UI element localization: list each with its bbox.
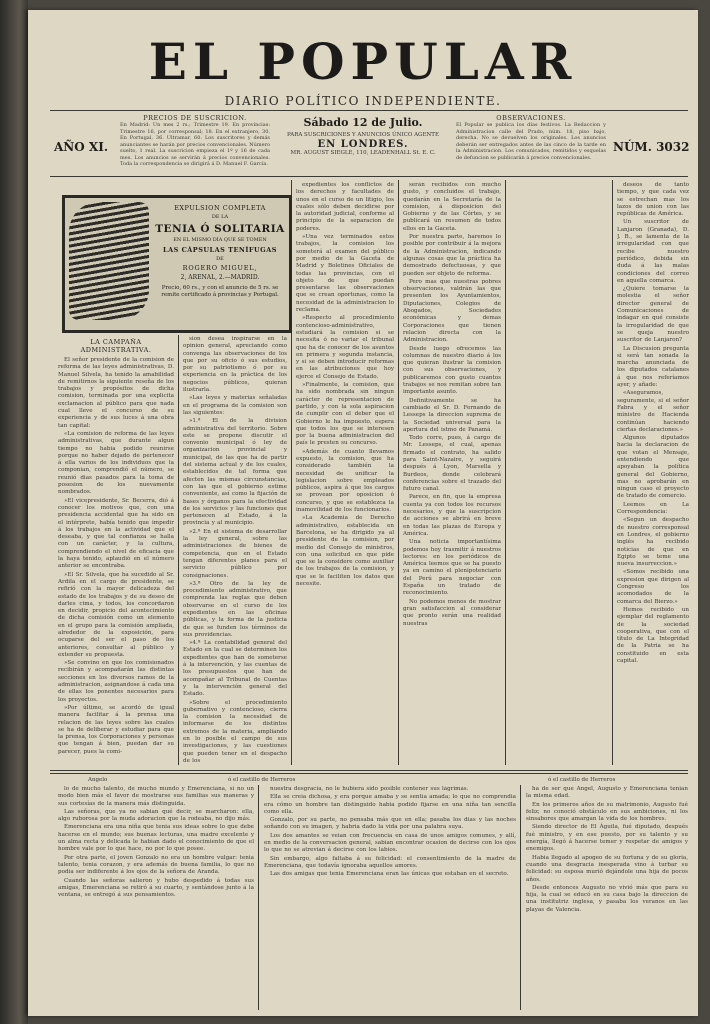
ad-line: DE LA: [211, 214, 229, 220]
paragraph: »4.ª La contabilidad general del Estado en la cual se determinen los expedientes que han de someterse á la intervención, y las cuentas de los presupuestos que han de acompañar al Tribunal de Cuentas y la intervención general del Estado.: [183, 640, 287, 698]
article-text: [183, 336, 287, 765]
article-column-2: [183, 336, 287, 766]
paragraph: Por otra parte, el joven Gonzalo no era un hombre vulgar: tenia talento, tenia corazon, y era además de buena familia, lo que no podia ser indiferente á los ojos de la señora de Aranda.: [58, 854, 254, 876]
ad-headline: TENIA Ó SOLITARIA: [155, 223, 285, 235]
column-rule: [505, 180, 506, 765]
paragraph: Desde luego ofrecemos las columnas de nuestro diario á los que quieran ilustrar la comision con sus observaciones, y publicaremos con gusto cuantos trabajos se nos remitan sobre tan importante asunto.: [403, 345, 501, 396]
paragraph: »El Sr. Silvela, que ha sucedido al Sr. Ardila en el cargo de presidente, se refirió con la mayor delicadeza del estado de los trabajos y de su deseo de darles cima, y todos, los concordaron en decidir, propicio del acontecimiento de dicha comisión como un elemento en el grupo para la comisión ampliada, alrededor de la exposición, para ocuparse del ser el paso de los anteriores, consultar al público y extender su propuesta.: [58, 571, 174, 658]
paragraph: »3.ª Otro de la ley de procedimiento administrativo, que comprenda las reglas que deben observarse en el curso de los expedientes en las oficinas públicas, y la forma de la justicia de que se funden los términos de sus providencias.: [183, 580, 287, 638]
article-column-4: [403, 182, 501, 766]
paragraph: Parece, en fin, que la empresa cuenta ya con todos los recursos necesarios, y que la suscripcion de acciones se abrirá en breve en todas las plazas de Europa y América.: [403, 494, 501, 537]
feuilleton-left: [58, 786, 254, 1012]
paragraph: Pero mas que nuestras pobres observaciones, valdrán las que presenten los Ayuntamientos, Diputaciones, Colegios de Abogados, Sociedades económicas y demas Corporaciones que tienen relacion directa con la Administracion.: [403, 278, 501, 344]
paragraph: Habia llegado al apogeo de su fortuna y de su gloria, cuando una desgracia inesperada vino á turbar su felicidad: su esposa murió dejándole una hija de pocos años.: [526, 854, 688, 883]
issue-date: Sábado 12 de Julio.: [303, 116, 423, 129]
ad-address: 2, ARENAL, 2.—MADRID.: [180, 274, 260, 281]
ad-line: EN EL MISMO DÍA QUE SE TOMEN: [173, 237, 267, 243]
ad-illustration: [69, 202, 149, 320]
paragraph: Leemos en La Correspondencia:: [617, 501, 689, 516]
paragraph: Algunos diputados hacia la declaracion de que votan el Mensaje, entendiendo que apoyaban la política general del Gobierno, mas no aprobarán en ningun caso el proyecto de tratado de comercio.: [617, 435, 689, 500]
paragraph: »La Academia de Derecho administrativo, establecida en Barcelona, se ha dirigido ya al presidente de la comision, por medio del Consejo de ministros, con una solicitud en que pide que se la considere como auxiliar de los trabajos de la comision, y que se le faciliten los datos que necesite.: [296, 515, 394, 588]
paragraph: Emerenciana era una niña que tenia sus ideas sobre lo que debe hacerse en el mundo; sus buenas lecturas, una madre excelente y un alma recta y delicada le habian dado el conocimiento de que el hombre vale por lo que hace, no por lo que posee.: [58, 824, 254, 853]
subscription-text: En Madrid: Un mes 2 rs.; Trimestre 19. En provincias: Trimestre 16, por corresponsal; 18. En el extranjero, 30. En Portugal, 36. Ultramar, 60. Los suscritores y demás anunciantes se harán por precios convencionales. Número suelto, 1 real. La suscricion empieza el 1º y 16 de cada mes. Los anuncios se servirán á precios convencionales. Toda la correspondencia se dirigirá á D. Manuel F. García.: [120, 122, 270, 167]
feuilleton-text: [526, 786, 688, 914]
article-heading: LA CAMPAÑA ADMINISTRATIVA.: [80, 338, 152, 354]
paragraph: serán recibidos con mucho gusto, y concluidos el trabajo, quedarán en la Secretaría de la comision, á disposicion del Gobierno y de las Córtes, y se publicará un resumen de todos ellos en la Gaceta.: [403, 182, 501, 232]
paragraph: ha de ser que Angel, Augusto y Emerenciana tenian la misma edad.: [526, 786, 688, 800]
paragraph: Una noticia importantísima podemos hoy trasmitir á nuestros lectores: en los periódicos de América leemos que se ha puesto ya en camino el plenipotenciario del Perú para negociar con España un tratado de reconocimiento.: [403, 539, 501, 597]
newspaper-page: [28, 10, 698, 1016]
paragraph: »Respecto al procedimiento contencioso-administrativo, estudiará la comision si se necesita ó no variar el tribunal que ha de conocer de los asuntos en primera y segunda instancia, y si se deben introducir reformas en las atribuciones que hoy ejerce el Consejo de Estado.: [296, 315, 394, 380]
feuilleton-middle: [264, 786, 516, 1012]
ad-text: [155, 204, 285, 299]
header-top-rule: [50, 110, 688, 111]
paragraph: «Segun un despacho de nuestro corresponsal en Londres, el gobierno inglés ha recibido noticias de que en Egipto se teme una nueva insurreccion.»: [617, 517, 689, 568]
ad-line: LAS CÁPSULAS TENÍFUGAS: [163, 246, 277, 254]
london-line1: PARA SUSCRICIONES Y ANUNCIOS ÚNICO AGENTE: [287, 132, 439, 138]
binding-spine: [0, 0, 28, 1024]
masthead-subtitle: DIARIO POLÍTICO INDEPENDIENTE.: [224, 94, 502, 108]
paragraph: »Sobre el procedimiento gubernativo y contencioso, cierra la comision la necesidad de informarse de los distintos extremos de la materia, ampliando en lo posible el campo de sus investigaciones, y las cuestiones que pueden tener en el despacho de los: [183, 699, 287, 764]
paragraph: «La comision de reforma de las leyes administrativas, que durante algun tiempo no habia podido reunirse porque no haber dejado de pertenecer á ella varios de los individuos que la componian, comprendió el número, se reunió dias pasados para la toma de posesion de los nuevamente nombrados.: [58, 430, 174, 496]
feuilleton-right: [526, 786, 688, 990]
london-line3: MR. AUGUST SIEGLE, 110, LEADENHALL St. E. C.: [290, 150, 436, 156]
paragraph: Desde entonces Augusto no vivió más que para su hija, la cual se educó en su casa bajo la direccion de una institutriz inglesa, y pasaba los veranos en las playas de Valencia.: [526, 884, 688, 913]
article-column-5: [617, 182, 689, 766]
paragraph: sion desea inspirarse en la opinion general, apreciando como convenga las observaciones de los que por su oficio ó sus estudios, por su patriotismo ó por su experiencia en la práctica de los negocios públicos, quieran ilustrarla.: [183, 336, 287, 394]
ad-price: Precio, 60 rs., y con el anuncio de 5 rs. se remite certificado á provincias y Portugal.: [161, 285, 279, 298]
paragraph: Todo corre, pues, á cargo de Mr. Lesseps, el cual, apenas firmado el contrato, ha salido para Saint-Nazaire, y seguirá después á Lyon, Marsella y Burdeos, donde celebrará conferencias sobre el trazado del futuro canal.: [403, 435, 501, 493]
paragraph: Hemos recibido un ejemplar del reglamento de la sociedad cooperativa, que con el título de La Integridad de la Patria se ha constituido en esta capital.: [617, 606, 689, 664]
paragraph: ¿Quiere tomarse la molestia el señor director general de Comunicaciones de indagar en qué consiste la irregularidad de que se queja nuestro suscritor de Lanjaron?: [617, 286, 689, 344]
paragraph: Siendo director de El Águila, fué diputado, después fué ministro, y en ese puesto, por su talento y su energía, llegó á hacerse temer y respetar de amigos y enemigos.: [526, 824, 688, 853]
paragraph: »Una vez terminados estos trabajos, la comision los someterá al examen del público por medio de la Gaceta de Madrid y Boletines Oficiales de todas las provincias, con el objeto de que puedan presentarse las observaciones que se crean oportunas, como la necesidad de la administracion lo reclama.: [296, 234, 394, 314]
paragraph: En los primeros años de su matrimonio, Augusto fué feliz; no conoció obstáculo en sus ambiciones, ni los sinsabores que amargan la vida de los hombres.: [526, 801, 688, 823]
paragraph: Las dos amigas que tenia Emerenciana eran las únicas que estaban en el secreto.: [270, 871, 509, 878]
ad-line: EXPULSION COMPLETA: [174, 204, 266, 212]
column-rule: [520, 785, 521, 1010]
column-rule: [398, 180, 399, 765]
year-label: AÑO XI.: [54, 140, 109, 154]
observations-title: OBSERVACIONES.: [496, 114, 566, 122]
paragraph: Ella se creia dichosa, y era porque amaba y se sentia amada; lo que no comprendia era cómo un hombre tan distinguido habia podido fijarse en una niña tan sencilla como ella.: [264, 794, 516, 815]
feuilleton-rule: [50, 770, 688, 771]
paragraph: Las señoras, que ya no sabian qué decir, se marcharon: ella, algo ruborosa por la muda adoracion que la rodeaba, no dijo más.: [58, 808, 254, 823]
paragraph: Definitivamente se ha cambiado el Sr. D. Fernando de Lesseps la direccion suprema de la Sociedad universal para la apertura del istmo de Panamá.: [403, 397, 501, 433]
feuilleton-text: [264, 786, 516, 879]
paragraph: »Además de cuanto llevamos expuesto, la comision, que ha considerado también la necesidad de unificar la legislacion sobre empleados públicos, aspira á que los cargos se provean por oposicion ó concurso, y que se establezca la inamovilidad de los funcionarios.: [296, 448, 394, 514]
folio-mid: ó el castillo de Herreros: [228, 777, 296, 783]
column-rule: [258, 785, 259, 1010]
tenia-advertisement: [62, 195, 292, 333]
observations-text: El Popular se publica los días festivos. La Redaccion y Administracion calle del Prado, núm. 18, piso bajo, derecha. No se devuelven los originales. Los anuncios deberán ser entregados antes de las cinco de la tarde en la Administracion. Los comunicados, remitidos y esquelas de defuncion se publicarán á precios convencionales.: [456, 122, 606, 161]
paragraph: »2.ª En el sistema de desarrollar la ley general, sobre las administraciones de bienes de competencia, que en el Estado tengan diferentes planes para el servicio público por consignaciones.: [183, 528, 287, 579]
header-bottom-rule: [50, 176, 688, 177]
paragraph: »Por último, se acordó de igual manera facilitar á la prensa una relacion de las leyes sobre las cuales se ha de deliberar y estudiar para que la prensa, los Corporaciones y personas que tengan á bien, puedan dar su parecer, pues la comi-: [58, 704, 174, 755]
article-text: [296, 182, 394, 588]
observations-box: [456, 114, 606, 161]
paragraph: Sin embargo, algo faltaba á su felicidad: el consentimiento de la madre de Emerenciana, que todavía ignoraba aquellos amores.: [264, 855, 516, 869]
paragraph: «Aseguramos, seguramente, si el señor Fabra y el señor ministro de Hacienda continúan haciendo ciertas declaraciones.»: [617, 390, 689, 433]
paragraph: »1.ª El de la division administrativa del territorio. Sobre este se propone discutir el convenio municipal ó ley de organizacion provincial y municipal, de las que ha de partir del sistema actual y de los cuales, establecidos de tal forma que afecten las mismas circunstancias, con las que el gobierno estime conveniente, así como la fijación de bases y órganos para la efectividad de los servicios y las funciones que pertenecen al Estado, á la provincia y al municipio.: [183, 418, 287, 527]
paragraph: La Discusion pregunta si será tan sonada la marcha anunciada de los diputados catalanes á que nos referíamos ayer, y añade:: [617, 345, 689, 389]
paragraph: »El vicepresidente, Sr. Becerra, dió á conocer los motivos que, con una presidencia accidental que ha sido en el intérprete, había tenido que impedir á los trabajos en la actividad que el deseaba, y que tal confianza se halla con un carácter, y la cultura, comprendiendo el nivel de eficacia que la haya tenido, aplaudió en el número anterior se encontraba.: [58, 497, 174, 570]
folio-left: Angelo: [88, 777, 108, 783]
article-text: [403, 182, 501, 628]
article-column-1: [58, 336, 174, 766]
subscription-box: [120, 114, 270, 168]
feuilleton-text: [58, 786, 254, 899]
paragraph: expedientes los conflictos de los derechos y facultades de unos en el curso de un litigio, los cuales sólo deben decidirse por la autoridad judicial, conforme al principio de la separacion de poderes.: [296, 182, 394, 232]
paragraph: nuestra desgracia, no le hubiera sido posible contener sus lágrimas.: [270, 786, 469, 792]
article-text: [58, 357, 174, 756]
paragraph: »Se convino en que los comisionados recibirán y acompañarán las distintas secciones en los diversos ramos de la administracion, asignandose á cada una de ellas los ponentes necesarios para los proyectos.: [58, 660, 174, 703]
paragraph: lo de mucho talento, de mucho mundo y Emerenciana, si no un modo bien más el favor de mostrarse sus familias sus maneras y sus cortesías de la manera más distinguida.: [58, 786, 254, 807]
london-agent: [278, 132, 448, 156]
paragraph: Un suscritor de Lanjaron (Granada), D. J. B., se lamenta de la irregularidad con que recibe nuestro periódico, debida sin duda á las malas condiciones del correo en aquella comarca.: [617, 219, 689, 284]
issue-number: NÚM. 3032: [613, 140, 690, 154]
column-rule: [178, 335, 179, 765]
column-rule: [612, 180, 613, 765]
paragraph: »Finalmente, la comision, que ha sido nombrada sin ningun carácter de representacion de partido, y con la sola aspiracion de cumplir con el deber que el Gobierno le ha impuesto, espera que todos los que se interesen por la buena administracion del país le presten su concurso.: [296, 382, 394, 447]
ad-line: DE: [216, 256, 224, 262]
paragraph: Por nuestra parte, haremos lo posible por contribuir á la mejora de la Administracion, indicando algunas cosas que la práctica ha demostrado defectuosas, y que pueden ser objeto de reforma.: [403, 234, 501, 277]
paragraph: «Somos recibido una expresion que dirigen al Congreso los acomodados de la comarca del Bierzo.»: [617, 569, 689, 605]
subscription-title: PRECIOS DE SUSCRICION.: [143, 114, 247, 122]
paragraph: No podemos menos de mostrar gran satisfaccion al considerar que pronto serán una realidad nuestras: [403, 598, 501, 627]
paragraph: »Las leyes y materias señaladas en el programa de la comision son las siguientes:: [183, 395, 287, 416]
paragraph: Cuando las señoras salieron y hubo despedido á todas sus amigas, Emerenciana se retiró á su cuarto, y sentándose junto á la ventana, se entregó á sus pensamientos.: [58, 877, 254, 899]
london-line2: EN LONDRES.: [317, 139, 409, 150]
article-column-3: [296, 182, 394, 766]
folio-right: ó el castillo de Herreros: [548, 777, 616, 783]
feuilleton-rule-2: [50, 773, 688, 774]
paragraph: El señor presidente de la comision de reforma de las leyes administrativas, D. Manuel Silvela, ha tenido la amabilidad de remitirnos la siguiente reseña de los trabajos y propósitos de dicha comision, terminada por una explicita exclamacion al público para que nada cual lleve el concurso de su experiencia y de sus luces á una obra tan capital:: [58, 357, 174, 429]
article-text: [617, 182, 689, 665]
ad-line: ROGERO MIGUEL,: [182, 264, 258, 272]
paragraph: Los dos amantes se veian con frecuencia en casa de unos amigos comunes, y allí, en medio de la conversacion general, sabian encontrar ocasion de decirse con los ojos lo que no se atrevian á decirse con los labios.: [264, 832, 516, 854]
paragraph: Gonzalo, por su parte, no pensaba más que en ella; pasaba los dias y las noches soñando con su imagen, y habria dado la vida por una palabra suya.: [264, 817, 516, 831]
masthead-title: EL POPULAR: [148, 32, 578, 91]
paragraph: deseos de tanto tiempo, y que cada vez se estrechan mas los lazos de union con las repúblicas de América.: [617, 182, 689, 218]
